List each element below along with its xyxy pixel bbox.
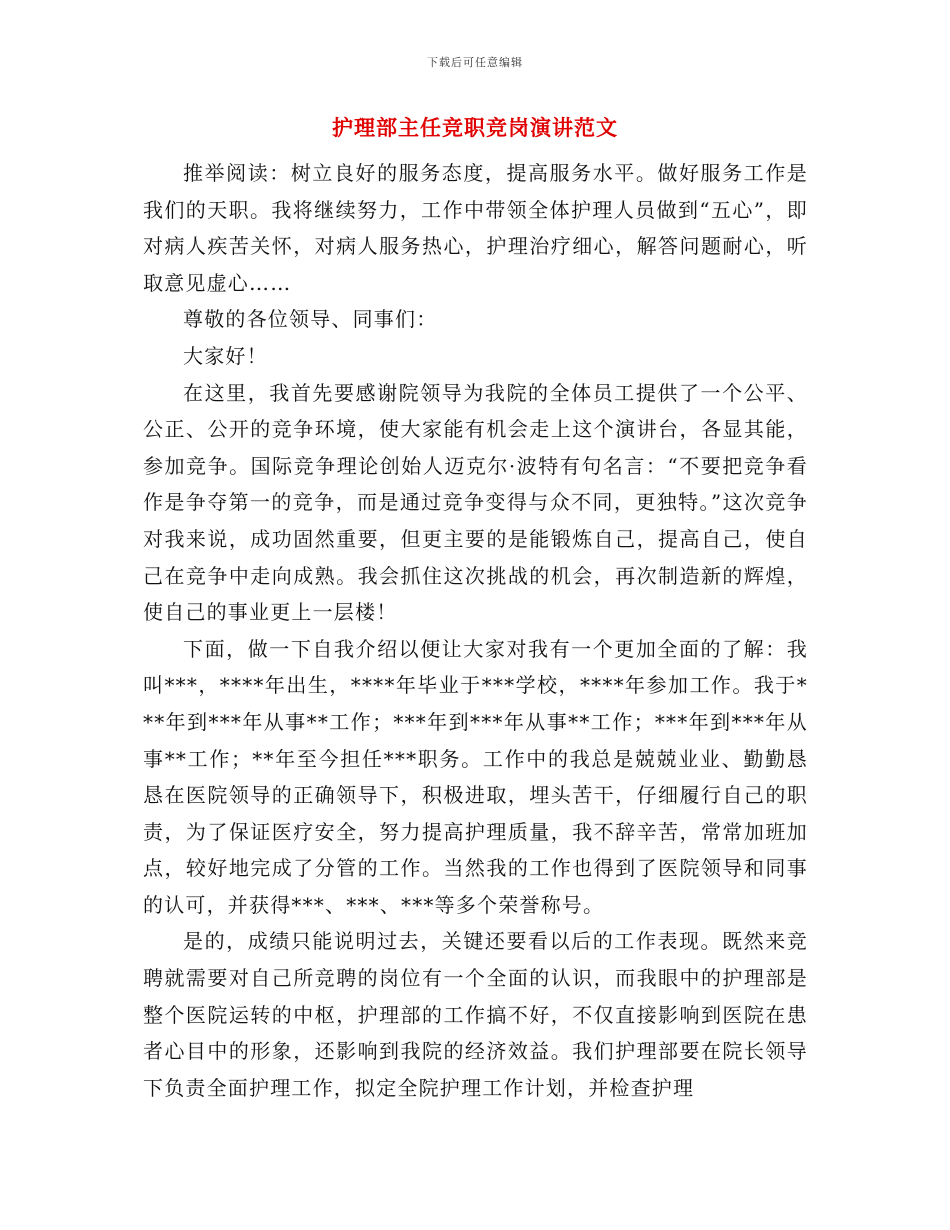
paragraph-recommended-reading: 推举阅读：树立良好的服务态度，提高服务水平。做好服务工作是我们的天职。我将继续努力，工作中带领全体护理人员做到“五心”，即对病人疾苦关怀，对病人服务热心，护理治疗细心，解答问题耐心，听取意见虚心…… bbox=[143, 161, 808, 295]
document-title: 护理部主任竞职竞岗演讲范文 bbox=[332, 115, 618, 140]
header-note: 下载后可任意编辑 bbox=[427, 56, 523, 69]
paragraph-self-introduction: 下面，做一下自我介绍以便让大家对我有一个更加全面的了解：我叫***，****年出生，****年毕业于***学校，****年参加工作。我于***年到***年从事**工作；***年到***年从事**工作；***年到***年从事**工作；**年至今担任***职务。工作中的我总是兢兢业业、勤勤恳恳在医院领导的正确领导下，积极进取，埋头苦干，仔细履行自己的职责，为了保证医疗安全，努力提高护理质量，我不辞辛苦，常常加班加点，较好地完成了分管的工作。当然我的工作也得到了医院领导和同事的认可，并获得***、***、***等多个荣誉称号。 bbox=[143, 636, 808, 917]
paragraph-salutation: 尊敬的各位领导、同事们： bbox=[183, 307, 438, 332]
paragraph-thanks: 在这里，我首先要感谢院领导为我院的全体员工提供了一个公平、公正、公开的竞争环境，使大家能有机会走上这个演讲台，各显其能，参加竞争。国际竞争理论创始人迈克尔·波特有句名言：“不要把竞争看作是争夺第一的竞争，而是通过竞争变得与众不同，更独特。”这次竞争对我来说，成功固然重要，但更主要的是能锻炼自己，提高自己，使自己在竞争中走向成熟。我会抓住这次挑战的机会，再次制造新的辉煌，使自己的事业更上一层楼！ bbox=[143, 380, 808, 625]
paragraph-role-understanding: 是的，成绩只能说明过去，关键还要看以后的工作表现。既然来竞聘就需要对自己所竞聘的岗位有一个全面的认识，而我眼中的护理部是整个医院运转的中枢，护理部的工作搞不好，不仅直接影响到医院在患者心目中的形象，还影响到我院的经济效益。我们护理部要在院长领导下负责全面护理工作，拟定全院护理工作计划，并检查护理 bbox=[143, 929, 808, 1100]
document-body bbox=[143, 155, 808, 1106]
paragraph-greeting: 大家好！ bbox=[183, 343, 268, 368]
